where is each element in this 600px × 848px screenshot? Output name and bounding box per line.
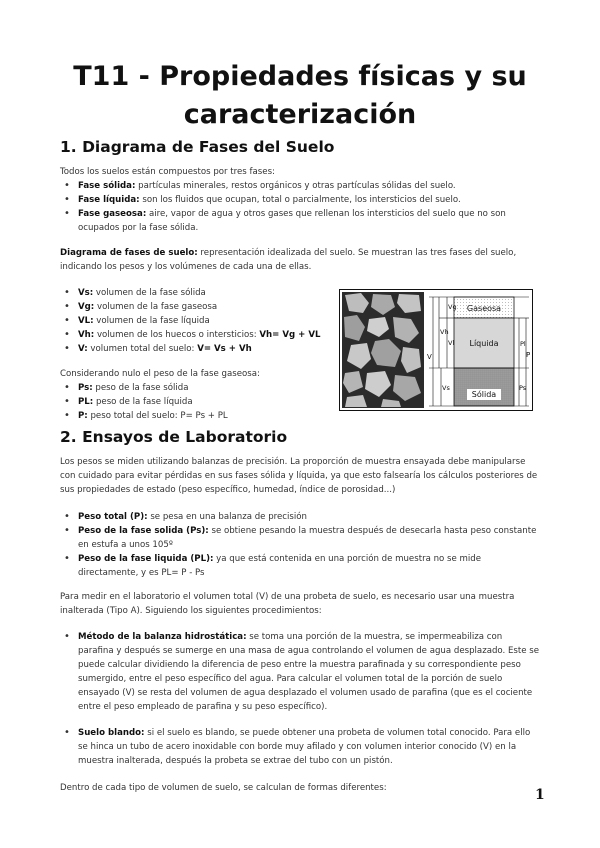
ps-label: Ps: [519, 384, 527, 392]
term: Ps:: [78, 383, 93, 393]
definition: volumen de la fase líquida: [93, 316, 210, 326]
closing-line: Dentro de cada tipo de volumen de suelo, se calculan de formas diferentes:: [60, 783, 387, 793]
list-item: [60, 395, 335, 409]
weights-intro: Considerando nulo el peso de la fase gaseosa:: [60, 369, 260, 379]
term: Fase sólida:: [78, 181, 136, 191]
term: Vh:: [78, 330, 95, 340]
vh-label: Vh: [440, 328, 449, 336]
definition: son los fluidos que ocupan, total o parcialmente, los intersticios del suelo.: [139, 195, 461, 205]
list-item: [60, 328, 335, 342]
formula: V= Vs + Vh: [197, 344, 252, 354]
definition: se toma una porción de la muestra, se impermeabiliza con parafina y después se sumerge en una masa de agua controlando el volumen de agua desplazado. Este se puede calcular dividiendo la diferencia de peso entre la muestra parafinada y su correspondiente peso sumergido, entre el peso específico del agua. Para calcular el volumen total de la porción de suelo ensayado (V) se resta del volumen de agua desplazado el volumen usado de parafina (que es el cociente entre el peso empleado de parafina y su peso específico).: [78, 632, 540, 712]
term: P:: [78, 411, 88, 421]
vl-label: Vl: [448, 339, 455, 347]
definition: peso de la fase sólida: [92, 383, 189, 393]
phases-list: [60, 179, 540, 235]
list-item: [60, 300, 335, 314]
definition: volumen total del suelo:: [87, 344, 198, 354]
list-item: [60, 179, 540, 193]
term: Peso de la fase solida (Ps):: [78, 526, 209, 536]
term: PL:: [78, 397, 94, 407]
v-label: V: [427, 353, 432, 361]
definition: volumen de los huecos o intersticios:: [94, 330, 260, 340]
phases-intro: Todos los suelos están compuestos por tres fases:: [60, 167, 275, 177]
term: Diagrama de fases de suelo:: [60, 248, 198, 258]
term: Vg:: [78, 302, 95, 312]
section-heading-1: 1. Diagrama de Fases del Suelo: [60, 138, 335, 156]
formula: Vh= Vg + VL: [259, 330, 321, 340]
vg-label: Vg: [448, 303, 457, 311]
term: Suelo blando:: [78, 728, 145, 738]
term: Fase líquida:: [78, 195, 140, 205]
list-item: [60, 342, 335, 356]
list-item: [60, 286, 335, 300]
soil-phase-diagram: [339, 289, 533, 411]
definition: se pesa en una balanza de precisión: [147, 512, 307, 522]
definition: volumen de la fase gaseosa: [94, 302, 218, 312]
liquid-label: Líquida: [469, 339, 499, 348]
list-item: [60, 409, 335, 423]
soil-sample-illustration: [342, 292, 424, 408]
term: V:: [78, 344, 88, 354]
definition: peso de la fase líquida: [93, 397, 193, 407]
definition: peso total del suelo: P= Ps + PL: [87, 411, 228, 421]
term: Fase gaseosa:: [78, 209, 147, 219]
vs-label: Vs: [442, 384, 450, 392]
list-item: [60, 510, 540, 524]
diagram-paragraph: [60, 246, 540, 274]
list-item: [60, 552, 540, 580]
gas-label: Gaseosa: [466, 304, 502, 313]
definition: volumen de la fase sólida: [93, 288, 206, 298]
definition: si el suelo es blando, se puede obtener una probeta de volumen total conocido. Para ello se hinca un tubo de acero inoxidable con borde muy afilado y con volumen interior conocido (V) en la muestra inalterada, después la probeta se extrae del tubo con un pistón.: [78, 728, 531, 766]
page-number: 1: [535, 787, 545, 803]
section-heading-2: 2. Ensayos de Laboratorio: [60, 428, 288, 446]
term: Peso de la fase liquida (PL):: [78, 554, 214, 564]
definition: ya que está contenida en una porción de muestra no se mide directamente, y es PL= P - Ps: [78, 554, 482, 578]
volume-intro: Para medir en el laboratorio el volumen total (V) de una probeta de suelo, es necesario usar una muestra inalterada (Tipo A). Siguiendo los siguientes procedimientos:: [60, 592, 515, 616]
term: Peso total (P):: [78, 512, 148, 522]
volumes-list: [60, 286, 335, 356]
weights-list: [60, 381, 335, 423]
definition: representación idealizada del suelo. Se muestran las tres fases del suelo, indicando los pesos y los volúmenes de cada una de ellas.: [60, 248, 517, 272]
term: Vs:: [78, 288, 94, 298]
solid-phase-block: [454, 368, 514, 406]
pl-label: Pl: [520, 340, 526, 348]
method-list-1: [60, 630, 540, 714]
list-item: [60, 726, 540, 768]
list-item: [60, 193, 540, 207]
method-list-2: [60, 726, 540, 768]
definition: partículas minerales, restos orgánicos y otras partículas sólidas del suelo.: [135, 181, 456, 191]
list-item: [60, 630, 540, 714]
term: VL:: [78, 316, 94, 326]
list-item: [60, 314, 335, 328]
definition: se obtiene pesando la muestra después de desecarla hasta peso constante en estufa a unos 105º: [78, 526, 537, 550]
p-label: P: [526, 351, 531, 359]
list-item: [60, 381, 335, 395]
term: Método de la balanza hidrostática:: [78, 632, 247, 642]
list-item: [60, 524, 540, 552]
lab-weights-list: [60, 510, 540, 580]
definition: aire, vapor de agua y otros gases que rellenan los intersticios del suelo que no son ocupados por la fase sólida.: [78, 209, 506, 233]
solid-label: Sólida: [471, 390, 497, 399]
page-title: T11 - Propiedades físicas y su caracterización: [73, 61, 527, 130]
lab-intro: Los pesos se miden utilizando balanzas de precisión. La proporción de muestra ensayada debe manipularse con cuidado para evitar pérdidas en sus fases sólida y líquida, ya que esto falsearía los cálculos posteriores de sus propiedades de estado (peso específico, humedad, índice de porosidad...): [60, 457, 538, 495]
list-item: [60, 207, 540, 235]
